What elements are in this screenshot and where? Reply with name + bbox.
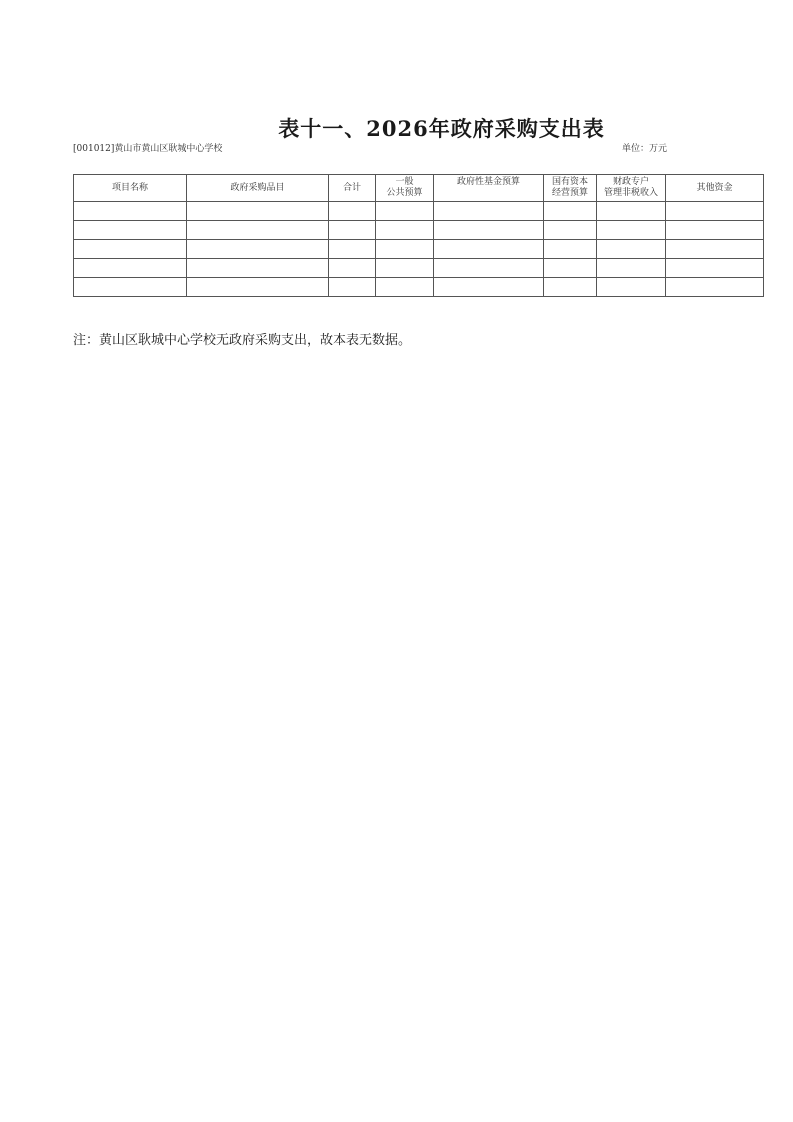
table-cell	[329, 278, 376, 297]
unit-label: 单位：万元	[622, 144, 668, 154]
table-body	[74, 202, 764, 297]
table-row	[74, 278, 764, 297]
table-cell	[544, 259, 597, 278]
table-cell	[329, 259, 376, 278]
header-state-capital-line2: 经营预算	[551, 188, 588, 198]
table-cell	[74, 202, 187, 221]
table-cell	[376, 259, 434, 278]
table-row	[74, 202, 764, 221]
table-cell	[74, 240, 187, 259]
table-cell	[329, 240, 376, 259]
table-cell	[74, 221, 187, 240]
header-special-fiscal	[597, 175, 666, 202]
table-cell	[544, 240, 597, 259]
table-cell	[434, 259, 544, 278]
table-cell	[187, 221, 329, 240]
header-total: 合计	[329, 175, 376, 202]
table-row	[74, 240, 764, 259]
header-other-funds: 其他资金	[666, 175, 764, 202]
organization-label: [001012]黄山市黄山区耿城中心学校	[73, 144, 223, 154]
table-cell	[329, 221, 376, 240]
table-cell	[544, 221, 597, 240]
table-cell	[187, 259, 329, 278]
table-cell	[666, 221, 764, 240]
table-cell	[187, 278, 329, 297]
header-procurement-item: 政府采购品目	[187, 175, 329, 202]
header-project-name: 项目名称	[74, 175, 187, 202]
header-general-budget-line1: 一般	[395, 177, 414, 187]
table-cell	[666, 202, 764, 221]
header-fund-budget: 政府性基金预算	[434, 175, 544, 202]
table-cell	[434, 202, 544, 221]
table-row	[74, 221, 764, 240]
table-cell	[376, 278, 434, 297]
table-cell	[376, 240, 434, 259]
table-cell	[597, 240, 666, 259]
table-cell	[329, 202, 376, 221]
table-cell	[434, 221, 544, 240]
table-cell	[597, 221, 666, 240]
table-cell	[187, 202, 329, 221]
table-cell	[376, 221, 434, 240]
table-cell	[376, 202, 434, 221]
table-cell	[597, 202, 666, 221]
header-special-fiscal-line1: 财政专户	[612, 177, 649, 187]
footnote: 注：黄山区耿城中心学校无政府采购支出，故本表无数据。	[73, 333, 412, 348]
header-general-budget-line2: 公共预算	[386, 188, 423, 198]
table-cell	[666, 278, 764, 297]
table-cell	[544, 278, 597, 297]
table-cell	[544, 202, 597, 221]
procurement-table	[73, 174, 764, 297]
table-cell	[434, 240, 544, 259]
header-state-capital	[544, 175, 597, 202]
header-row	[74, 175, 764, 202]
table-cell	[74, 259, 187, 278]
header-special-fiscal-line2: 管理非税收入	[603, 188, 658, 198]
table-cell	[434, 278, 544, 297]
page-title: 表十一、2026年政府采购支出表	[278, 116, 605, 141]
table-row	[74, 259, 764, 278]
table-cell	[187, 240, 329, 259]
table-cell	[666, 240, 764, 259]
table-header	[74, 175, 764, 202]
table-cell	[74, 278, 187, 297]
header-state-capital-line1: 国有资本	[551, 177, 588, 187]
table-cell	[666, 259, 764, 278]
header-general-budget	[376, 175, 434, 202]
table-cell	[597, 278, 666, 297]
table-cell	[597, 259, 666, 278]
